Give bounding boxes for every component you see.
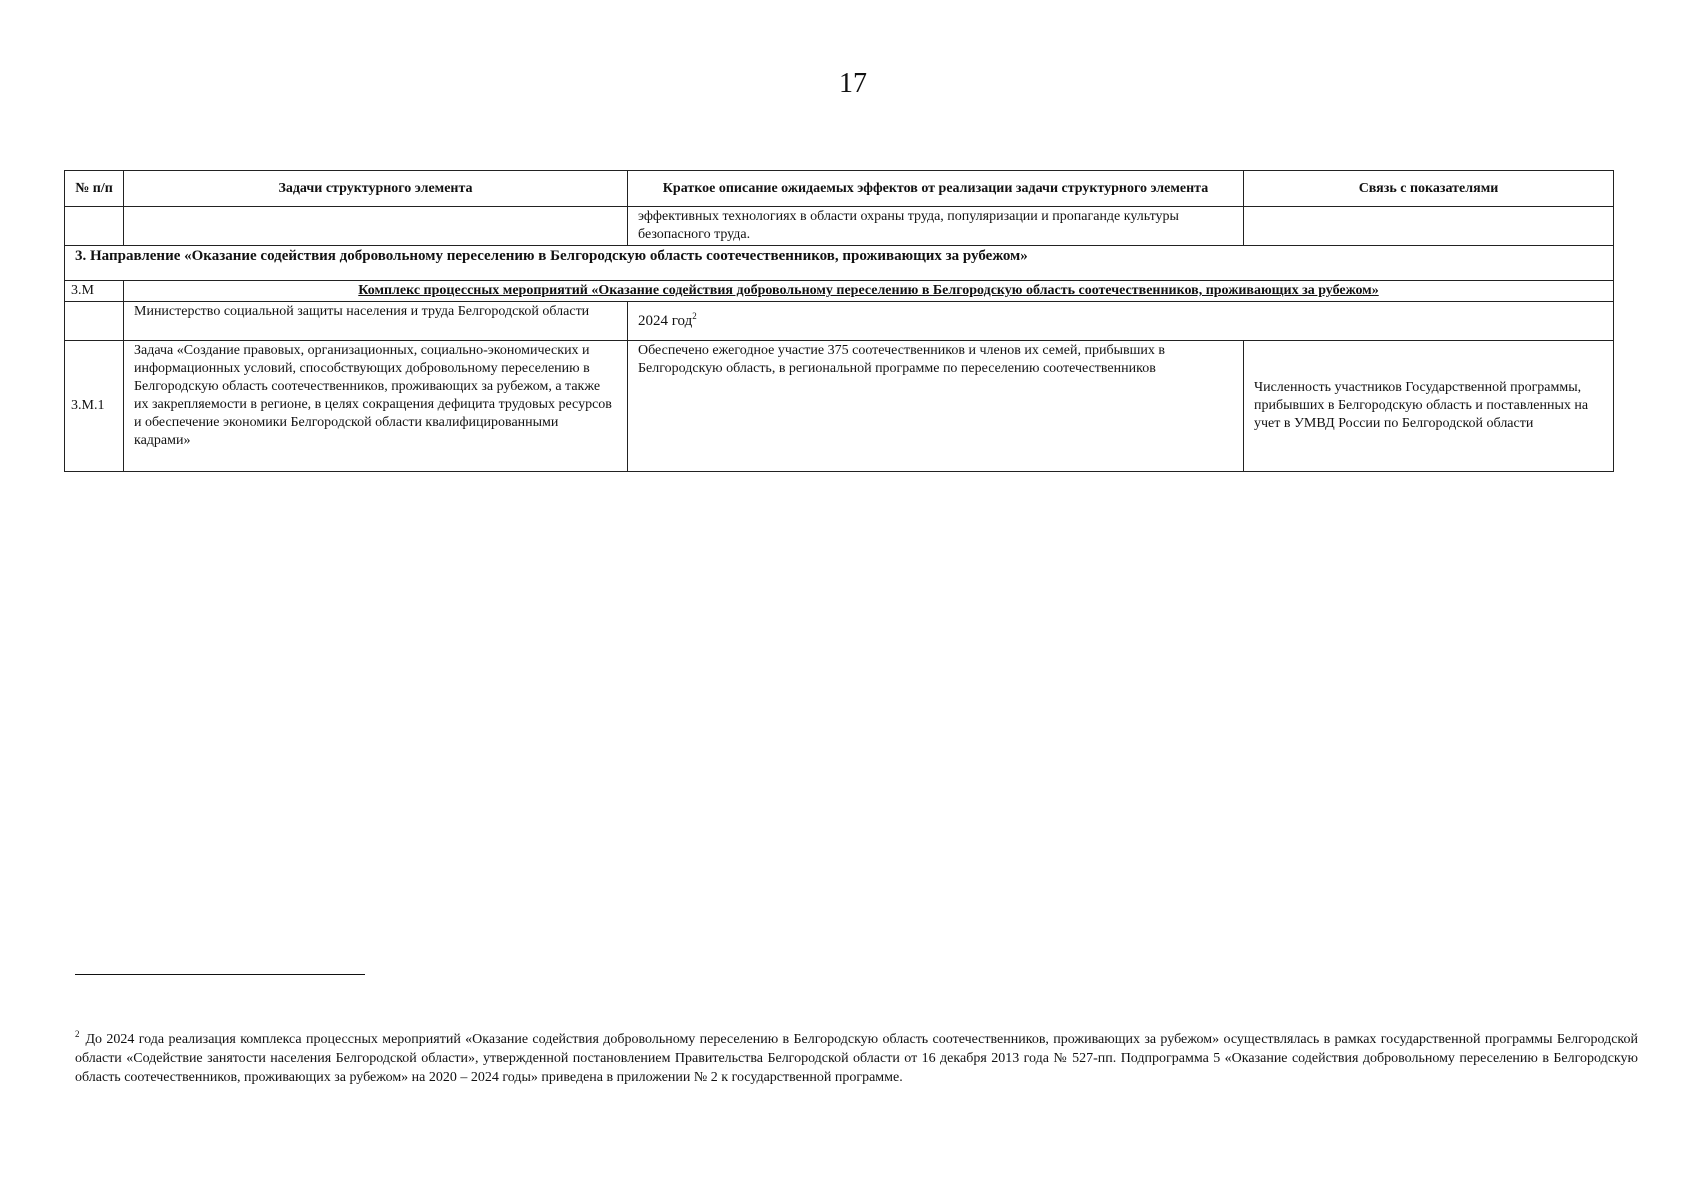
task-row (65, 341, 1614, 472)
header-tasks: Задачи структурного элемента (124, 171, 628, 207)
ministry-name: Министерство социальной защиты населения и труда Белгородской области (124, 302, 628, 341)
footnote-text: До 2024 года реализация комплекса процессных мероприятий «Оказание содействия добровольному переселению в Белгородскую область соотечественников, проживающих за рубежом» осуществлялась в рамках государственной программы Белгородской области «Содействие занятости населения Белгородской области», утвержденной постановлением Правительства Белгородской области от 16 декабря 2013 года № 527-пп. Подпрограмма 5 «Оказание содействия добровольному переселению в Белгородскую область соотечественников, проживающих за рубежом» на 2020 – 2024 годы» приведена в приложении № 2 к государственной программе. (75, 1032, 1638, 1085)
task-code: 3.М.1 (65, 341, 124, 472)
task-indicator: Численность участников Государственной программы, прибывших в Белгородскую область и поставленных на учет в УМВД России по Белгородской области (1244, 341, 1614, 472)
task-effect: Обеспечено ежегодное участие 375 соотечественников и членов их семей, прибывших в Белгородскую область, в региональной программе по переселению соотечественников (628, 341, 1244, 472)
complex-row (65, 281, 1614, 302)
complex-title: Комплекс процессных мероприятий «Оказание содействия добровольному переселению в Белгородскую область соотечественников, проживающих за рубежом» (124, 281, 1614, 302)
ministry-row (65, 302, 1614, 341)
task-description: Задача «Создание правовых, организационных, социально-экономических и информационных условий, способствующих добровольному переселению в Белгородскую область соотечественников, проживающих за рубежом, а также их закрепляемости в регионе, в целях сокращения дефицита трудовых ресурсов и обеспечение экономики Белгородской области квалифицированными кадрами» (124, 341, 628, 472)
structural-elements-table (64, 170, 1614, 472)
year-text: 2024 год (638, 313, 693, 329)
footnote (75, 1030, 1638, 1087)
footnote-divider (75, 974, 365, 975)
header-effects: Краткое описание ожидаемых эффектов от реализации задачи структурного элемента (628, 171, 1244, 207)
table-row (65, 207, 1614, 246)
continuation-text: эффективных технологиях в области охраны труда, популяризации и пропаганде культуры безопасного труда. (628, 207, 1244, 246)
direction-row (65, 246, 1614, 281)
complex-code: 3.М (65, 281, 124, 302)
page-number: 17 (839, 68, 867, 99)
header-num: № п/п (65, 171, 124, 207)
implementation-period (628, 302, 1614, 341)
footnote-reference: 2 (692, 311, 697, 321)
direction-title: 3. Направление «Оказание содействия добровольному переселению в Белгородскую область соотечественников, проживающих за рубежом» (65, 246, 1614, 281)
footnote-mark: 2 (75, 1029, 80, 1040)
header-indicators: Связь с показателями (1244, 171, 1614, 207)
table-header-row (65, 171, 1614, 207)
